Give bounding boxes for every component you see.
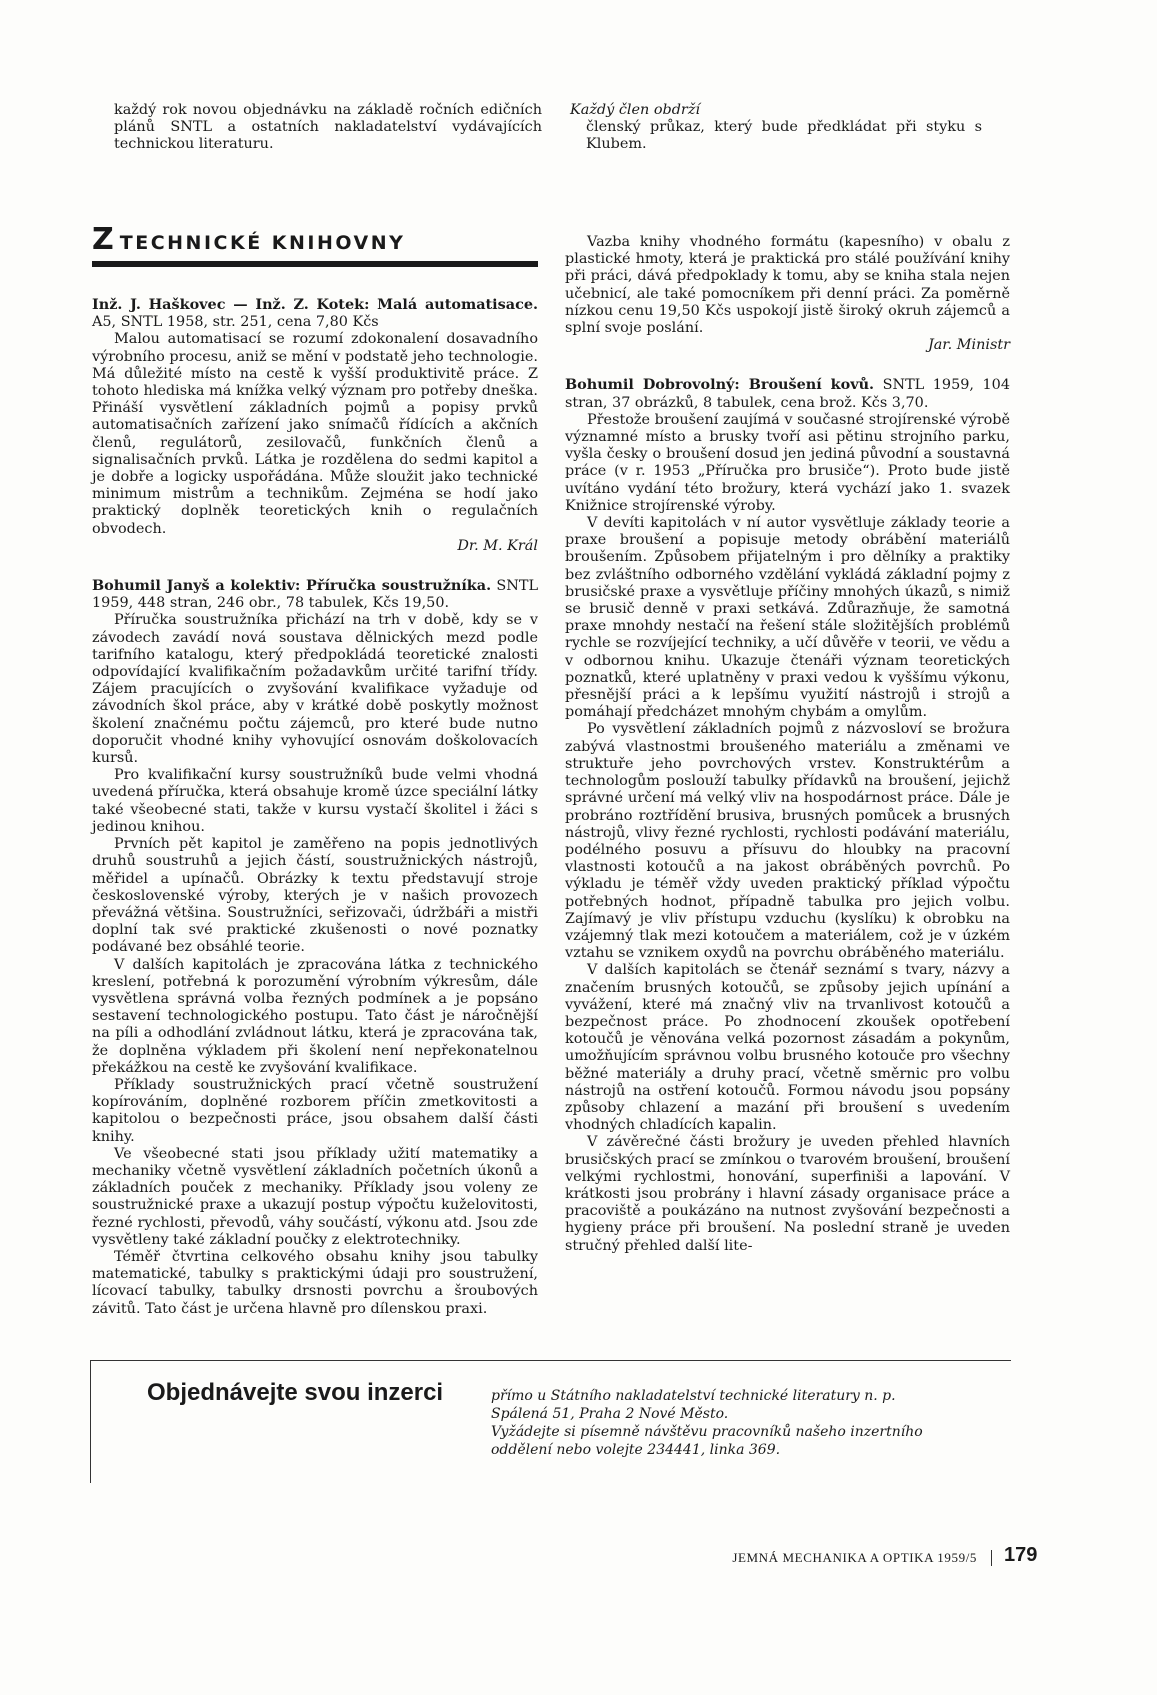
- review-3-paragraph: V závěrečné části brožury je uveden přehled hlavních brusičských prací se zmínkou o tvarovém broušení, broušení velkými rychlostmi, honování, superfiniši a lapování. V krátkosti jsou probrány i hlavní zásady organisace práce a pracoviště a poukázáno na nutnost zvyšování bezpečnosti a hygieny práce při broušení. Na poslední straně je uveden stručný přehled další lite-: [565, 1134, 1010, 1254]
- top-right-continuation: [570, 102, 982, 154]
- advertisement-box: [90, 1360, 1011, 1483]
- review-3-paragraph: V dalších kapitolách se čtenář seznámí s tvary, názvy a značením brusných kotoučů, se způsoby jejich upínání a vyvážení, které má značný vliv na trvanlivost kotoučů a bezpečnost práce. Po zhodnocení zkoušek opotřebení kotoučů je věnována velká pozornost zásadám a pokynům, umožňujícím správnou volbu brusného kotouče pro všechny běžné materiály a druhy prací, včetně směrnic pro volbu nástrojů na ostření kotoučů. Formou návodu jsou popsány způsoby chlazení a mazání při broušení s uvedením vhodných chladících kapalin.: [565, 962, 1010, 1134]
- advertisement-line-1: přímo u Státního nakladatelství technické literatury n. p. Spálená 51, Praha 2 Nové Město.: [491, 1388, 896, 1422]
- section-title-rest: TECHNICKÉ KNIHOVNY: [119, 232, 406, 254]
- review-2-paragraph: Téměř čtvrtina celkového obsahu knihy jsou tabulky matematické, tabulky s praktickými údaji pro soustružení, lícovací tabulky, tabulky drsnosti povrchu a šroubových závitů. Tato část je určena hlavně pro dílenskou praxi.: [92, 1248, 538, 1317]
- advertisement-text: [491, 1387, 951, 1459]
- top-left-text: každý rok novou objednávku na základě ročních edičních plánů SNTL a ostatních nakladatelství vydávajících technickou literaturu.: [114, 102, 542, 153]
- review-3-heading: [565, 376, 1010, 411]
- review-3-paragraph: Po vysvětlení základních pojmů z názvosloví se brožura zabývá vlastnostmi broušeného materiálu a změnami ve struktuře jeho povrchových vrstev. Konstruktérům a technologům poslouží tabulky přídavků na broušení, jejichž správné určení má velký vliv na hospodárnost práce. Dále je probráno roztřídění brusiva, brusných pomůcek a brusných nástrojů, vlivy řezné rychlosti, rychlosti podávání materiálu, podélného posuvu a přísuvu do hloubky na pracovní vlastnosti kotoučů a na jakost obráběných povrchů. Po výkladu je téměř vždy uveden praktický příklad výpočtu potřebných hodnot, případně tabulka pro jejich volbu. Zajímavý je vliv přístupu vzduchu (kyslíku) k obrobku na vzájemný tlak mezi kotoučem a materiálem, což je v úzkém vztahu se vznikem oxydů na povrchu obráběného materiálu.: [565, 721, 1010, 962]
- right-column: [565, 234, 1010, 1255]
- review-3-author-title: Bohumil Dobrovolný: Broušení kovů.: [565, 376, 875, 394]
- top-right-lead: Každý člen obdrží: [570, 102, 701, 118]
- review-3-paragraph: V devíti kapitolách v ní autor vysvětluje základy teorie a praxe broušení a popisuje metody obrábění materiálů broušením. Způsobem přijatelným i pro dělníky a praktiky bez zvláštního odborného vzdělání vykládá základní pojmy z brusičské praxe a vysvětluje příčiny mnohých úkazů, s nimiž se brusič denně v praxi setkává. Zdůrazňuje, že samotná praxe mnohdy nestačí na řešení stále složitějších problémů rychle se rozvíjející techniky, a učí důvěře v teorii, ve vědu a v odbornou knihu. Ukazuje čtenáři význam teoretických poznatků, které uplatněny v praxi vedou k vyššímu výkonu, přesnější práci a k lepšímu využití nástrojů i strojů a pomáhají předcházet mnohým chybám a omylům.: [565, 515, 1010, 721]
- review-1-heading: [92, 296, 538, 331]
- advertisement-line-2: Vyžádejte si písemně návštěvu pracovníků našeho inzertního oddělení nebo volejte 234441, linka 369.: [491, 1424, 923, 1458]
- page-number: 179: [1004, 1544, 1038, 1566]
- review-2-paragraph: Příklady soustružnických prací včetně soustružení kopírováním, doplněné rozborem příčin zmetkovitosti a kapitolou o bezpečnosti práce, jsou obsahem další části knihy.: [92, 1076, 538, 1145]
- left-column: [92, 296, 538, 1318]
- review-2-paragraph: Příručka soustružníka přichází na trh v době, kdy se v závodech zavádí nová soustava dělnických mezd podle tarifního katalogu, který předpokládá teoretické znalosti odpovídající kvalifikačním požadavkům určité tarifní třídy. Zájem pracujících o zvyšování kvalifikace vyžaduje od závodních škol práce, aby v krátké době poskytly možnost školení značnému počtu zájemců, pro které bude nutno doporučit vhodné knihy vyhovující osnovám doškolovacích kursů.: [92, 612, 538, 767]
- section-title-initial: Z: [92, 222, 114, 257]
- review-2-author-title: Bohumil Janyš a kolektiv: Příručka soustružníka.: [92, 577, 492, 595]
- review-1-paragraph: Malou automatisací se rozumí zdokonalení dosavadního výrobního procesu, aniž se mění v podstatě jeho technologie. Má důležité místo na cestě k vyšší produktivitě práce. Z tohoto hlediska má knížka velký význam pro potřeby dneška. Přináší vysvětlení základních pojmů a popisy prvků automatisačních zařízení jako snímačů řídících a akčních členů, regulátorů, zesilovačů, funkčních členů a signalisačních prvků. Látka je rozdělena do sedmi kapitol a je dobře a logicky uspořádána. Může sloužit jako technické minimum mistrům a technikům. Zejména se hodí jako praktický doplněk teoretických knih o regulačních obvodech.: [92, 331, 538, 537]
- review-3-publication-info: SNTL 1959, 104 stran, 37 obrázků, 8 tabulek, cena brož. Kčs 3,70.: [565, 377, 1010, 411]
- review-2: [92, 577, 538, 1318]
- advertisement-title: Objednávejte svou inzerci: [147, 1379, 444, 1406]
- review-3-paragraph: Přestože broušení zaujímá v současné strojírenské výrobě významné místo a brusky tvoří asi pětinu strojního parku, vyšla česky o broušení dosud jen jediná původní a soustavná práce (v r. 1953 „Příručka pro brusiče“). Proto bude jistě uvítáno vydání této brožury, která vychází jako 1. svazek Knižnice strojírenské výroby.: [565, 411, 1010, 514]
- review-3: [565, 376, 1010, 1254]
- review-1: [92, 296, 538, 555]
- review-2-paragraph: Ve všeobecné stati jsou příklady užití matematiky a mechaniky včetně vysvětlení základních početních úkonů a základních pouček z mechaniky. Příklady jsou voleny ze soustružnické praxe a ukazují postup výpočtu kuželovitosti, řezné rychlosti, převodů, váhy součástí, výkonu atd. Jsou zde vysvětleny také základní poučky z elektrotechniky.: [92, 1145, 538, 1248]
- section-title: [92, 222, 538, 267]
- review-2-paragraph: V dalších kapitolách je zpracována látka z technického kreslení, potřebná k porozumění výrobním výkresům, dále vysvětlena správná volba řezných podmínek a je popsáno sestavení technologického postupu. Tato část je náročnější na píli a odhodlání zvládnout látku, která je zpracována tak, že doplněna výkladem při školení není nepřekonatelnou překážkou na cestě ke zvyšování kvalifikace.: [92, 956, 538, 1076]
- review-1-signature: Dr. M. Král: [457, 537, 538, 554]
- review-2-signature: Jar. Ministr: [927, 337, 1010, 354]
- top-left-continuation: [114, 102, 542, 154]
- review-1-publication-info: A5, SNTL 1958, str. 251, cena 7,80 Kčs: [92, 314, 379, 331]
- review-2-heading: [92, 577, 538, 612]
- review-2-continued: Vazba knihy vhodného formátu (kapesního) v obalu z plastické hmoty, která je praktická pro stálé používání knihy při práci, dává předpoklady k tomu, aby se kniha stala nejen učebnicí, ale také pomocníkem při denní práci. Za poměrně nízkou cenu 19,50 Kčs uspokojí jistě široký okruh zájemců a splní svoje poslání.: [565, 234, 1010, 337]
- journal-footer: JEMNÁ MECHANIKA A OPTIKA 1959/5: [732, 1550, 992, 1566]
- review-2-paragraph: Pro kvalifikační kursy soustružníků bude velmi vhodná uvedená příručka, která obsahuje kromě úzce speciální látky také všeobecné stati, takže v kursu vystačí školitel i žáci s jedinou knihou.: [92, 767, 538, 835]
- review-1-author-title: Inž. J. Haškovec — Inž. Z. Kotek: Malá automatisace.: [92, 296, 538, 313]
- review-2-paragraph: Prvních pět kapitol je zaměřeno na popis jednotlivých druhů soustruhů a jejich částí, soustružnických nástrojů, měřidel a upínačů. Obrázky k textu představují stroje československé výroby, kterých je v našich provozech převážná většina. Soustružníci, seřizovači, údržbáři a mistři doplní tak své praktické zkušenosti o nové poznatky podávané bez obsáhlé teorie.: [92, 836, 538, 956]
- review-2-publication-info: SNTL 1959, 448 stran, 246 obr., 78 tabulek, Kčs 19,50.: [92, 578, 538, 612]
- top-right-text: členský průkaz, který bude předkládat při styku s Klubem.: [586, 119, 982, 153]
